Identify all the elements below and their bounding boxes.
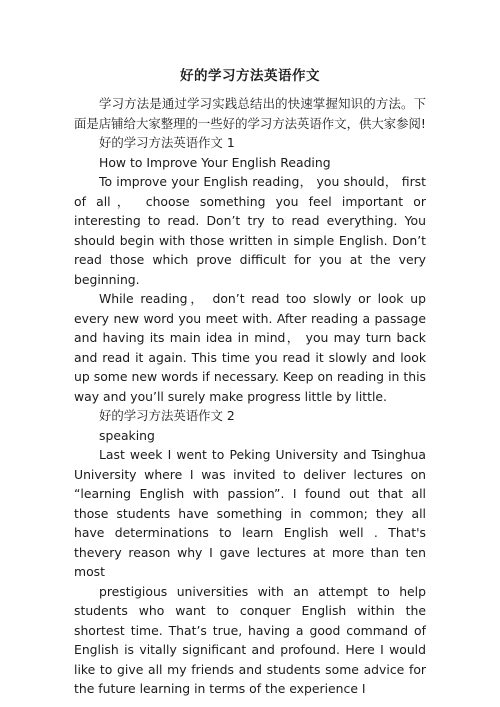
essay-1-title: How to Improve Your English Reading <box>99 154 331 170</box>
page-title: 好的学习方法英语作文 <box>180 68 320 84</box>
essay-2-title: speaking <box>99 427 155 443</box>
intro-paragraph: 学习方法是通过学习实践总结出的快速掌握知识的方法。下面是店铺给大家整理的一些好的学习方法英语作文，供大家参阅! <box>74 96 426 131</box>
document-body <box>74 94 426 699</box>
essay-1-paragraph-1: To improve your English reading， you should， first of all， choose something you feel important or interesting to read. Don’t try to read everything. You should begin with those written in simple English. Don’t read those which prove difficult for you at the very beginning. <box>74 174 426 287</box>
essay-1-paragraph-2: While reading， don’t read too slowly or look up every new word you meet with. After reading a passage and having its main idea in mind， you may turn back and read it again. This time you read it slowly and look up some new words if necessary. Keep on reading in this way and you’ll surely make progress little by little. <box>74 291 426 404</box>
essay-2-heading: 好的学习方法英语作文 2 <box>99 408 235 423</box>
essay-2-paragraph-1: Last week I went to Peking University and Tsinghua University where I was invited to deliver lectures on “learning English with passion”. I found out that all those students have something in common; they all have determinations to learn English well . That's thevery reason why I gave lectures at more than ten most <box>74 447 426 579</box>
essay-1-heading: 好的学习方法英语作文 1 <box>99 135 235 150</box>
essay-2-paragraph-2: prestigious universities with an attempt to help students who want to conquer English within the shortest time. That’s true, having a good command of English is vitally significant and profound. Here I would like to give all my friends and students some advice for the future learning in terms of the experience I <box>74 583 426 696</box>
